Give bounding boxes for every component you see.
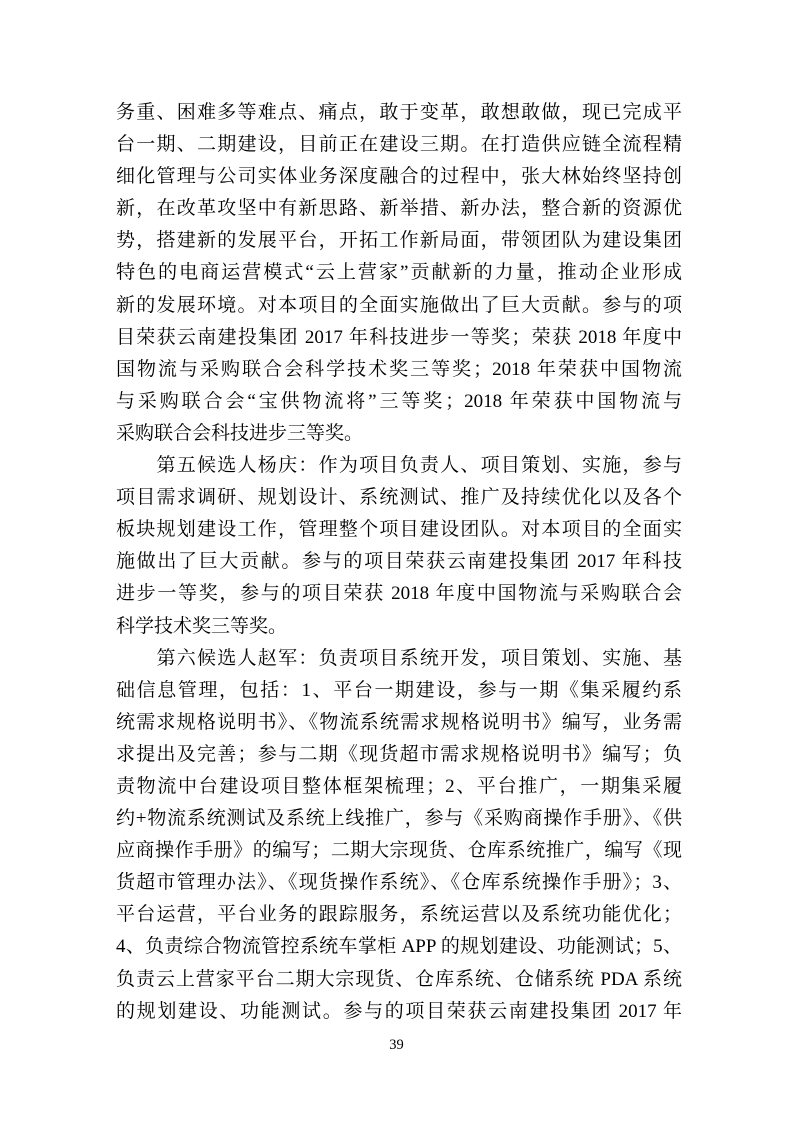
text-line: 第五候选人杨庆：作为项目负责人、项目策划、实施，参与	[116, 455, 682, 477]
text-line: 特色的电商运营模式“云上营家”贡献新的力量，推动企业形成	[116, 262, 682, 284]
text-line: 与采购联合会“宝供物流将”三等奖；2018 年荣获中国物流与	[116, 390, 682, 412]
text-line: 第六候选人赵军：负责项目系统开发，项目策划、实施、基	[116, 647, 682, 669]
text-line: 求提出及完善；参与二期《现货超市需求规格说明书》编写；负	[116, 743, 682, 765]
paragraph	[116, 643, 682, 1028]
text-line: 国物流与采购联合会科学技术奖三等奖；2018 年荣获中国物流	[116, 358, 682, 380]
text-line: 科学技术奖三等奖。	[116, 615, 288, 637]
text-line: 4、负责综合物流管控系统车掌柜 APP 的规划建设、功能测试；5、	[116, 936, 682, 958]
text-line: 平台运营，平台业务的跟踪服务，系统运营以及系统功能优化；	[116, 904, 682, 926]
paragraph	[116, 97, 682, 450]
text-line: 目荣获云南建投集团 2017 年科技进步一等奖；荣获 2018 年度中	[116, 326, 682, 348]
text-line: 施做出了巨大贡献。参与的项目荣获云南建投集团 2017 年科技	[116, 551, 682, 573]
text-line: 项目需求调研、规划设计、系统测试、推广及持续优化以及各个	[116, 487, 682, 509]
text-line: 细化管理与公司实体业务深度融合的过程中，张大林始终坚持创	[116, 166, 682, 188]
text-line: 础信息管理，包括：1、平台一期建设，参与一期《集采履约系	[116, 679, 682, 701]
text-line: 货超市管理办法》、《现货操作系统》、《仓库系统操作手册》；3、	[116, 872, 682, 894]
text-line: 采购联合会科技进步三等奖。	[116, 422, 364, 444]
text-line: 台一期、二期建设，目前正在建设三期。在打造供应链全流程精	[116, 134, 682, 156]
page-number: 39	[389, 1037, 404, 1053]
text-line: 进步一等奖，参与的项目荣获 2018 年度中国物流与采购联合会	[116, 583, 682, 605]
text-line: 负责云上营家平台二期大宗现货、仓库系统、仓储系统 PDA 系统	[116, 968, 682, 990]
text-line: 新，在改革攻坚中有新思路、新举措、新办法，整合新的资源优	[116, 198, 682, 220]
text-line: 责物流中台建设项目整体框架梳理；2、平台推广，一期集采履	[116, 775, 682, 797]
text-line: 新的发展环境。对本项目的全面实施做出了巨大贡献。参与的项	[116, 294, 682, 316]
text-line: 应商操作手册》的编写；二期大宗现货、仓库系统推广，编写《现	[116, 840, 682, 862]
text-line: 的规划建设、功能测试。参与的项目荣获云南建投集团 2017 年	[116, 1000, 682, 1022]
text-line: 板块规划建设工作，管理整个项目建设团队。对本项目的全面实	[116, 519, 682, 541]
paragraph	[116, 450, 682, 643]
text-line: 约+物流系统测试及系统上线推广，参与《采购商操作手册》、《供	[116, 808, 682, 830]
text-line: 势，搭建新的发展平台，开拓工作新局面，带领团队为建设集团	[116, 230, 682, 252]
text-line: 统需求规格说明书》、《物流系统需求规格说明书》编写，业务需	[116, 711, 682, 733]
text-block	[116, 97, 682, 1028]
text-line: 务重、困难多等难点、痛点，敢于变革，敢想敢做，现已完成平	[116, 102, 682, 123]
page-footer	[0, 1036, 793, 1054]
